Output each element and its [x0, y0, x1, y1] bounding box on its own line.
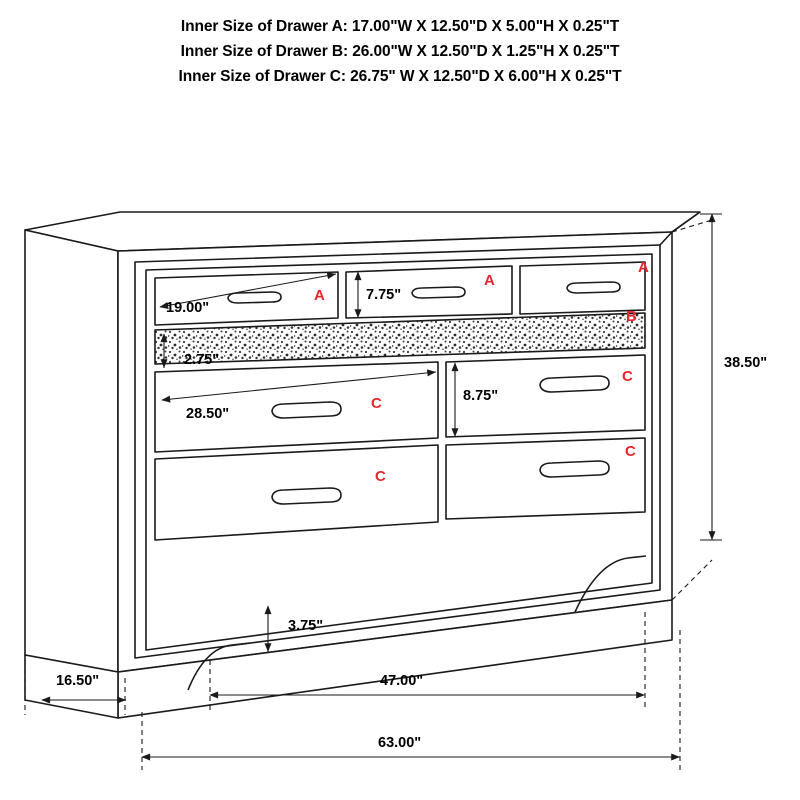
spec-note-drawer-b: Inner Size of Drawer B: 26.00"W X 12.50"D X 1.25"H X 0.25"T — [180, 43, 620, 60]
letter-a-right: A — [638, 259, 649, 276]
letter-c-left-lower: C — [375, 468, 386, 485]
dim-height-drawer-middle: 8.75" — [463, 388, 499, 404]
letter-a-center: A — [484, 272, 495, 289]
spec-note-drawer-c: Inner Size of Drawer C: 26.75" W X 12.50"D X 6.00"H X 0.25"T — [178, 68, 622, 85]
letter-c-right-lower: C — [625, 443, 636, 460]
dim-width-overall: 63.00" — [378, 735, 422, 751]
dim-width-front-panel: 47.00" — [380, 673, 424, 689]
dim-height-base-leg: 3.75" — [288, 618, 324, 634]
letter-a-left: A — [314, 287, 325, 304]
letter-c-left-upper: C — [371, 395, 382, 412]
dim-height-drawer-sparkle: 2.75" — [184, 352, 220, 368]
letter-c-right-upper: C — [622, 368, 633, 385]
dim-height-drawer-top: 7.75" — [366, 287, 402, 303]
dim-width-drawer-middle: 28.50" — [186, 406, 230, 422]
spec-note-drawer-a: Inner Size of Drawer A: 17.00"W X 12.50"D X 5.00"H X 0.25"T — [180, 18, 620, 35]
dim-width-drawer-top-left: 19.00" — [166, 300, 210, 316]
dim-depth-overall: 16.50" — [56, 673, 100, 689]
letter-b-right: B — [626, 308, 637, 325]
dim-height-overall: 38.50" — [724, 355, 768, 371]
